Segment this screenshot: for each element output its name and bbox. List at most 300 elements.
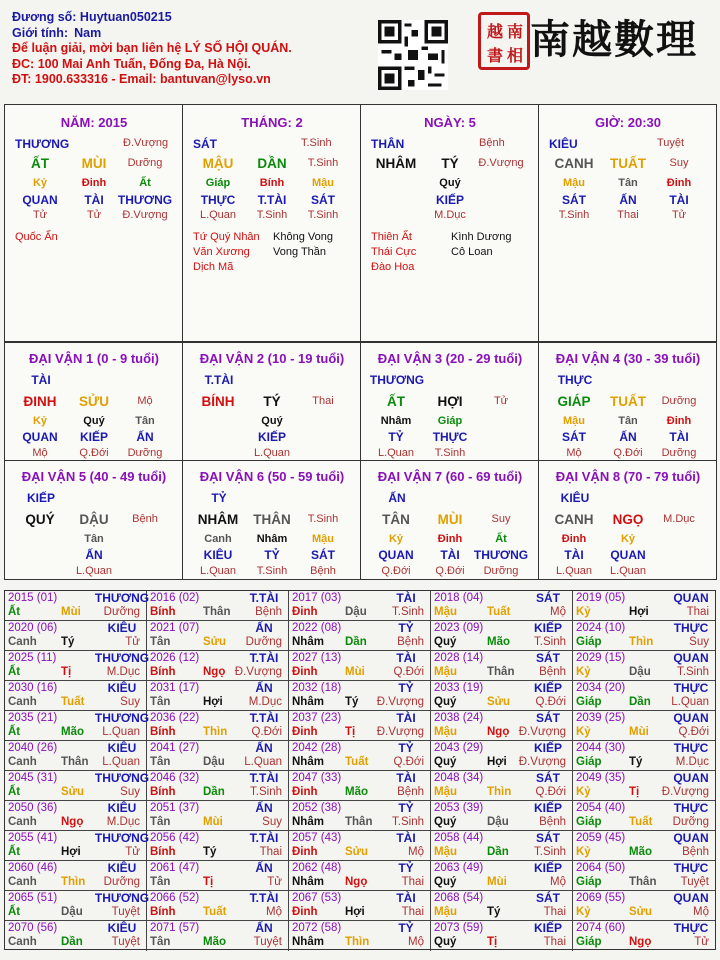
- year-state: M.Dục: [248, 696, 282, 708]
- hidden-stem: Nhâm: [380, 415, 412, 427]
- life-stage: Dưỡng: [127, 447, 163, 459]
- year-chi: Ngọ: [345, 876, 368, 888]
- gender-line: [12, 26, 292, 42]
- hidden-stem: Giáp: [437, 415, 463, 427]
- year-chi: Dần: [61, 936, 83, 948]
- year-cell: [573, 621, 715, 651]
- year-cell: [5, 801, 147, 831]
- year-label: 2035 (21): [8, 712, 58, 724]
- year-cell: [289, 711, 431, 741]
- year-cell: [289, 891, 431, 921]
- year-state: Tuyệt: [253, 936, 282, 948]
- life-stage: L.Quan: [555, 565, 593, 577]
- year-god: T.TÀI: [249, 771, 279, 785]
- year-god: SÁT: [536, 651, 560, 665]
- dai-van-chi: MÙI: [437, 512, 463, 527]
- year-cell: [289, 681, 431, 711]
- life-stage: L.Quan: [75, 565, 113, 577]
- year-chi: Mão: [629, 846, 652, 858]
- year-label: 2048 (34): [434, 772, 484, 784]
- year-can: Ất: [8, 726, 21, 738]
- year-god: TÀI: [396, 831, 416, 845]
- year-chi: Mùi: [487, 876, 507, 888]
- year-god: T.TÀI: [249, 711, 279, 725]
- year-cell: [431, 711, 573, 741]
- dai-van-star: KIẾP: [26, 491, 56, 505]
- year-cell: [147, 651, 289, 681]
- year-label: 2068 (54): [434, 892, 484, 904]
- year-cell: [5, 831, 150, 861]
- year-can: Nhâm: [292, 636, 324, 648]
- year-label: 2023 (09): [434, 622, 484, 634]
- year-state: Mộ: [693, 906, 709, 918]
- year-chi: Tuất: [345, 756, 369, 768]
- year-label: 2020 (06): [8, 622, 58, 634]
- year-chi: Tị: [629, 786, 640, 798]
- year-state: Tử: [125, 846, 140, 858]
- year-can: Đinh: [292, 786, 318, 798]
- year-god: KIẾP: [533, 741, 563, 755]
- year-cell: [431, 861, 573, 891]
- star-left: Dịch Mã: [193, 261, 234, 273]
- year-can: Kỷ: [576, 606, 591, 618]
- year-state: L.Quan: [671, 696, 709, 708]
- year-state: T.Sinh: [534, 636, 566, 648]
- ten-god: THƯƠNG: [117, 193, 173, 207]
- year-can: Canh: [8, 816, 37, 828]
- pillar-3: [360, 104, 539, 342]
- year-can: Giáp: [576, 936, 602, 948]
- year-state: Đ.Vượng: [234, 666, 282, 678]
- pillar-1: [4, 104, 183, 342]
- year-chi: Tị: [487, 936, 498, 948]
- ten-god: QUAN: [378, 548, 414, 562]
- ten-god: KIẾP: [257, 430, 287, 444]
- year-can: Bính: [150, 906, 176, 918]
- year-chi: Dần: [345, 636, 367, 648]
- year-label: 2029 (15): [576, 652, 626, 664]
- year-cell: [147, 741, 289, 771]
- year-god: THỰC: [673, 921, 709, 935]
- year-state: Bệnh: [539, 816, 566, 828]
- year-god: KIÊU: [107, 621, 137, 635]
- life-stage: Tử: [671, 209, 687, 221]
- year-state: T.Sinh: [534, 846, 566, 858]
- ten-god: ẤN: [136, 430, 154, 444]
- year-can: Nhâm: [292, 936, 324, 948]
- year-can: Tân: [150, 756, 171, 768]
- ten-god: ẤN: [619, 193, 637, 207]
- year-label: 2069 (55): [576, 892, 626, 904]
- dai-van-chi: THÂN: [253, 512, 291, 527]
- year-state: Thai: [401, 876, 424, 888]
- year-chi: Tuất: [203, 906, 227, 918]
- hidden-stem: Ất: [139, 177, 151, 189]
- life-stage: T.Sinh: [256, 209, 288, 221]
- year-can: Đinh: [292, 906, 318, 918]
- ten-god: SÁT: [562, 193, 586, 207]
- star-left: Tứ Quý Nhân: [193, 231, 260, 243]
- dai-van-title: ĐẠI VẬN 3 (20 - 29 tuổi): [377, 351, 523, 366]
- year-label: 2051 (37): [150, 802, 200, 814]
- year-state: Q.Đới: [251, 726, 282, 738]
- pillar-title: GIỜ: 20:30: [594, 115, 662, 130]
- year-chi: Dậu: [487, 816, 509, 828]
- year-state: M.Dục: [106, 816, 140, 828]
- hidden-stem: Mậu: [563, 415, 585, 427]
- year-cell: [431, 651, 573, 681]
- year-can: Mậu: [434, 906, 457, 918]
- pillar-title: NGÀY: 5: [424, 115, 476, 130]
- year-cell: [431, 621, 573, 651]
- year-chi: Thân: [487, 666, 515, 678]
- dai-van-chi: NGỌ: [612, 512, 644, 527]
- year-state: Thai: [401, 906, 424, 918]
- year-chi: Tị: [203, 876, 214, 888]
- year-can: Giáp: [576, 876, 602, 888]
- dai-van-star: TÀI: [31, 373, 51, 387]
- year-cell: [147, 831, 289, 861]
- star-right: Cô Loan: [451, 246, 493, 258]
- year-god: TỶ: [398, 921, 414, 935]
- year-god: KIẾP: [533, 681, 563, 695]
- star-right: Không Vong: [273, 231, 333, 243]
- ten-god: KIẾP: [79, 430, 109, 444]
- star-left: Đào Hoa: [371, 261, 415, 273]
- ten-god: TÀI: [440, 548, 460, 562]
- ten-god: TÀI: [669, 430, 689, 444]
- dai-van-state: M.Dục: [663, 513, 695, 525]
- year-cell: [431, 921, 573, 951]
- year-cell: [147, 681, 289, 711]
- year-god: ẤN: [255, 681, 273, 695]
- year-can: Giáp: [576, 756, 602, 768]
- year-can: Nhâm: [292, 876, 324, 888]
- year-state: L.Quan: [102, 756, 140, 768]
- year-god: KIẾP: [533, 621, 563, 635]
- life-stage: Q.Đới: [79, 447, 109, 459]
- year-god: KIẾP: [533, 921, 563, 935]
- year-state: Tử: [267, 876, 282, 888]
- year-cell: [289, 861, 431, 891]
- year-god: TỶ: [398, 801, 414, 815]
- dai-van-title: ĐẠI VẬN 1 (0 - 9 tuổi): [28, 351, 160, 366]
- pillar-star-state: Bệnh: [479, 137, 505, 149]
- year-cell: [147, 921, 289, 951]
- hidden-stem: Tân: [618, 177, 638, 189]
- year-label: 2043 (29): [434, 742, 484, 754]
- year-label: 2045 (31): [8, 772, 58, 784]
- dai-van-can: GIÁP: [557, 394, 591, 409]
- dai-van-can: ẤT: [387, 394, 405, 409]
- year-god: SÁT: [536, 591, 560, 605]
- dai-van-chi: DẬU: [79, 512, 109, 527]
- hidden-stem: Kỷ: [32, 415, 48, 427]
- ten-god: KIÊU: [203, 548, 233, 562]
- year-cell: [5, 711, 150, 741]
- dai-van-can: BÍNH: [201, 394, 235, 409]
- year-god: QUAN: [673, 651, 709, 665]
- year-can: Mậu: [434, 846, 457, 858]
- dai-van-state: Suy: [491, 513, 511, 525]
- hidden-stem: Quý: [83, 415, 105, 427]
- year-chi: Mùi: [203, 816, 223, 828]
- year-chi: Tuất: [629, 816, 653, 828]
- year-label: 2026 (12): [150, 652, 200, 664]
- pillar-star-state: T.Sinh: [301, 137, 332, 149]
- year-god: TÀI: [396, 711, 416, 725]
- logo: 南越數理: [530, 16, 698, 63]
- year-chi: Thân: [61, 756, 89, 768]
- dai-van-state: Mộ: [137, 395, 153, 407]
- year-can: Canh: [8, 876, 37, 888]
- year-label: 2024 (10): [576, 622, 626, 634]
- year-god: SÁT: [536, 711, 560, 725]
- year-can: Bính: [150, 786, 176, 798]
- year-chi: Thìn: [61, 876, 86, 888]
- year-can: Nhâm: [292, 816, 324, 828]
- year-cell: [5, 621, 147, 651]
- year-state: Dưỡng: [103, 606, 140, 618]
- ten-god: TÀI: [84, 193, 104, 207]
- year-label: 2063 (49): [434, 862, 484, 874]
- year-god: ẤN: [255, 861, 273, 875]
- year-chi: Ngọ: [629, 936, 652, 948]
- life-stage: T.Sinh: [256, 565, 288, 577]
- ten-god: SÁT: [311, 548, 335, 562]
- year-label: 2025 (11): [8, 652, 57, 664]
- year-state: Mộ: [408, 936, 424, 948]
- year-state: Q.Đới: [535, 786, 566, 798]
- year-cell: [573, 681, 715, 711]
- dai-van-6: [182, 460, 361, 580]
- pillar-star-state: Đ.Vượng: [123, 137, 169, 149]
- seal-stamp: 越 南 書 相: [478, 12, 530, 70]
- pillar-chi: TUẤT: [610, 156, 646, 171]
- year-can: Canh: [8, 636, 37, 648]
- life-stage: L.Quan: [377, 447, 415, 459]
- contact-line: Để luận giải, mời bạn liên hệ LÝ SỐ HỘI QUÁN.: [12, 41, 292, 55]
- year-label: 2064 (50): [576, 862, 626, 874]
- year-god: KIÊU: [107, 681, 137, 695]
- year-chi: Mùi: [61, 606, 81, 618]
- year-chi: Tị: [61, 666, 72, 678]
- year-god: THỰC: [673, 741, 709, 755]
- pillar-star-state: Tuyệt: [657, 137, 685, 149]
- dai-van-chi: TÝ: [263, 394, 281, 409]
- ten-god: SÁT: [311, 193, 335, 207]
- year-can: Ất: [8, 666, 21, 678]
- ten-god: SÁT: [562, 430, 586, 444]
- year-label: 2055 (41): [8, 832, 58, 844]
- year-label: 2056 (42): [150, 832, 200, 844]
- year-chi: Thân: [629, 876, 657, 888]
- year-chi: Dậu: [629, 666, 651, 678]
- year-cell: [5, 681, 147, 711]
- year-god: THƯƠNG: [94, 711, 150, 725]
- year-state: Đ.Vượng: [376, 696, 424, 708]
- year-can: Kỷ: [576, 906, 591, 918]
- hidden-stem: Quý: [439, 177, 461, 189]
- hidden-stem: Tân: [618, 415, 638, 427]
- year-cell: [431, 801, 573, 831]
- year-cell: [289, 741, 431, 771]
- year-state: Suy: [120, 786, 140, 798]
- year-god: THỰC: [673, 681, 709, 695]
- year-chi: Hợi: [345, 906, 365, 918]
- year-can: Đinh: [292, 726, 318, 738]
- year-state: Bệnh: [539, 666, 566, 678]
- year-label: 2031 (17): [150, 682, 200, 694]
- year-state: Đ.Vượng: [376, 726, 424, 738]
- pillar-title: THÁNG: 2: [241, 115, 303, 130]
- year-chi: Dậu: [203, 756, 225, 768]
- ten-god: ẤN: [619, 430, 637, 444]
- dai-van-can: QUÝ: [25, 512, 55, 527]
- dai-van-5: [4, 460, 183, 580]
- pillar-4: [538, 104, 717, 342]
- year-label: 2032 (18): [292, 682, 342, 694]
- year-can: Quý: [434, 636, 457, 648]
- year-god: SÁT: [536, 891, 560, 905]
- year-can: Kỷ: [576, 666, 591, 678]
- pillar-can: ẤT: [31, 156, 49, 171]
- year-label: 2033 (19): [434, 682, 484, 694]
- life-stage: Thai: [617, 209, 639, 221]
- pillar-chi: MÙI: [81, 156, 107, 171]
- year-state: Tử: [694, 936, 709, 948]
- year-can: Nhâm: [292, 756, 324, 768]
- dai-van-chi: SỬU: [79, 394, 109, 409]
- year-can: Quý: [434, 696, 457, 708]
- year-label: 2039 (25): [576, 712, 626, 724]
- year-chi: Tý: [61, 636, 75, 648]
- year-god: THƯƠNG: [94, 591, 150, 605]
- year-can: Giáp: [576, 636, 602, 648]
- year-cell: [147, 861, 289, 891]
- year-cell: [573, 591, 715, 621]
- year-chi: Mùi: [345, 666, 365, 678]
- star-left: Thiên Ất: [371, 231, 412, 243]
- ten-god: TỶ: [388, 430, 404, 444]
- hidden-stem: Tân: [135, 415, 155, 427]
- owner-line: Đương số: Huytuan050215: [12, 10, 172, 24]
- pillar-can: CANH: [554, 156, 594, 171]
- year-god: THƯƠNG: [94, 651, 150, 665]
- dai-van-can: TÂN: [382, 512, 410, 527]
- year-state: Bệnh: [397, 636, 424, 648]
- year-can: Đinh: [292, 606, 318, 618]
- year-cell: [289, 831, 431, 861]
- year-god: QUAN: [673, 891, 709, 905]
- year-state: Thai: [686, 606, 709, 618]
- hidden-stem: Giáp: [205, 177, 231, 189]
- life-stage: L.Quan: [609, 565, 647, 577]
- year-state: Q.Đới: [535, 696, 566, 708]
- year-state: Tuyệt: [111, 906, 140, 918]
- year-label: 2074 (60): [576, 922, 626, 934]
- year-cell: [5, 921, 147, 951]
- year-label: 2067 (53): [292, 892, 342, 904]
- year-god: TÀI: [396, 771, 416, 785]
- pillar-star: THƯƠNG: [15, 137, 70, 151]
- year-cell: [147, 591, 289, 621]
- year-can: Bính: [150, 666, 176, 678]
- year-label: 2053 (39): [434, 802, 484, 814]
- dai-van-state: Tử: [493, 395, 509, 407]
- year-can: Bính: [150, 846, 176, 858]
- qr-code-icon: [378, 20, 448, 90]
- year-state: Tuyệt: [111, 936, 140, 948]
- year-label: 2019 (05): [576, 592, 626, 604]
- year-label: 2070 (56): [8, 922, 58, 934]
- year-can: Tân: [150, 816, 171, 828]
- year-cell: [573, 921, 715, 951]
- year-state: T.Sinh: [392, 816, 424, 828]
- year-cell: [289, 651, 431, 681]
- year-god: ẤN: [255, 801, 273, 815]
- life-stage: Q.Đới: [381, 565, 411, 577]
- year-god: T.TÀI: [249, 591, 279, 605]
- year-cell: [147, 771, 289, 801]
- year-cell: [573, 831, 715, 861]
- dai-van-chi: HỢI: [437, 394, 463, 409]
- year-can: Canh: [8, 756, 37, 768]
- year-state: T.Sinh: [250, 786, 282, 798]
- dai-van-state: Bệnh: [132, 513, 158, 525]
- dai-van-2: [182, 342, 361, 461]
- year-cell: [573, 801, 715, 831]
- year-can: Quý: [434, 876, 457, 888]
- dai-van-state: T.Sinh: [307, 513, 339, 525]
- year-cell: [5, 891, 150, 921]
- life-stage: L.Quan: [253, 447, 291, 459]
- year-chi: Sửu: [61, 786, 85, 798]
- year-god: T.TÀI: [249, 651, 279, 665]
- year-chi: Ngọ: [61, 816, 84, 828]
- year-god: ẤN: [255, 621, 273, 635]
- year-cell: [5, 591, 150, 621]
- dai-van-4: [538, 342, 717, 461]
- year-cell: [431, 741, 573, 771]
- pillar-chi: TÝ: [441, 156, 459, 171]
- year-label: 2037 (23): [292, 712, 342, 724]
- year-label: 2046 (32): [150, 772, 200, 784]
- year-chi: Thìn: [487, 786, 512, 798]
- year-label: 2038 (24): [434, 712, 484, 724]
- year-cell: [573, 891, 715, 921]
- year-state: Dưỡng: [672, 816, 709, 828]
- year-god: THƯƠNG: [94, 891, 150, 905]
- year-state: Suy: [120, 696, 140, 708]
- year-chi: Tý: [629, 756, 643, 768]
- pillar-can: MẬU: [202, 156, 234, 171]
- year-can: Giáp: [576, 696, 602, 708]
- year-can: Quý: [434, 936, 457, 948]
- year-state: Q.Đới: [393, 666, 424, 678]
- year-can: Mậu: [434, 726, 457, 738]
- life-stage: Đ.Vượng: [122, 209, 168, 221]
- dai-van-can: ĐINH: [23, 394, 57, 409]
- year-state: Thai: [543, 906, 566, 918]
- year-state: T.Sinh: [677, 666, 709, 678]
- year-chi: Mão: [345, 786, 368, 798]
- year-can: Bính: [150, 606, 176, 618]
- hidden-stem: Kỷ: [620, 533, 636, 545]
- dai-van-7: [360, 460, 539, 580]
- hidden-stem: Đinh: [666, 415, 692, 427]
- year-state: Q.Đới: [678, 726, 709, 738]
